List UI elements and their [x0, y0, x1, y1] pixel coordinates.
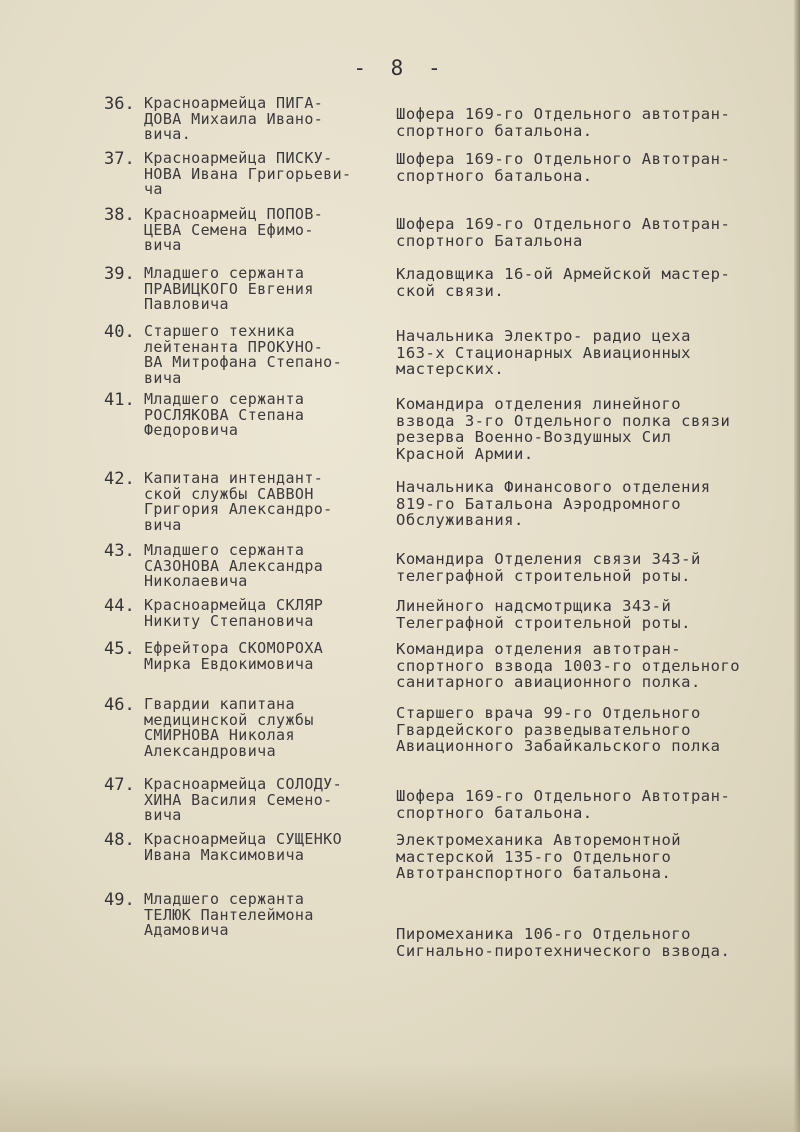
entry-name: Старшего техника лейтенанта ПРОКУНО- ВА Митрофана Степано- вича: [144, 322, 343, 387]
entry-number: 47.: [104, 775, 135, 795]
entry-post: Шофера 169-го Отдельного Автотран- спортного батальона.: [396, 150, 731, 185]
page-bottom-shade: [0, 1062, 800, 1132]
entry-number: 44.: [104, 596, 135, 616]
entry-name: Красноармейца СКЛЯР Никиту Степановича: [144, 596, 324, 630]
entry-name: Младшего сержанта САЗОНОВА Александра Николаевича: [144, 541, 324, 590]
entry-post: Электромеханика Авторемонтной мастерской 135-го Отдельного Автотранспортного батальона.: [396, 831, 682, 882]
entry-number: 36.: [104, 94, 135, 114]
entry-name: Капитана интендант- ской службы САВВОН Григория Александро- вича: [144, 469, 333, 534]
entry-name: Красноармейц ПОПОВ- ЦЕВА Семена Ефимо- вича: [144, 205, 324, 254]
entry-name: Гвардии капитана медицинской службы СМИРНОВА Николая Александровича: [144, 695, 314, 760]
entry-post: Командира отделения линейного взвода 3-го Отдельного полка связи резерва Военно-Воздушных Сил Красной Армии.: [396, 395, 731, 463]
entry-number: 41.: [104, 390, 135, 410]
entry-number: 49.: [104, 890, 135, 910]
entry-post: Шофера 169-го Отдельного Автотран- спортного Батальона: [396, 215, 731, 250]
entry-number: 46.: [104, 695, 135, 715]
entry-post: Начальника Финансового отделения 819-го Батальона Аэродромного Обслуживания.: [396, 478, 711, 529]
entry-number: 38.: [104, 205, 135, 225]
entry-number: 37.: [104, 149, 135, 169]
entry-number: 40.: [104, 322, 135, 342]
entry-post: Старшего врача 99-го Отдельного Гвардейского разведывательного Авиационного Забайкальского полка: [396, 704, 721, 755]
page-number: - 8 -: [353, 56, 447, 80]
entry-post: Командира отделения автотран- спортного взвода 1003-го отдельного санитарного авиационного полка.: [396, 640, 741, 691]
entry-name: Красноармейца СОЛОДУ- ХИНА Василия Семено- вича: [144, 775, 343, 824]
entry-name: Младшего сержанта РОСЛЯКОВА Степана Федоровича: [144, 390, 305, 439]
entry-name: Ефрейтора СКОМОРОХА Мирка Евдокимовича: [144, 639, 324, 673]
entry-number: 48.: [104, 830, 135, 850]
entry-name: Младшего сержанта ТЕЛЮК Пантелеймона Адамовича: [144, 890, 314, 939]
entry-post: Шофера 169-го Отдельного автотран- спортного батальона.: [396, 105, 731, 140]
entry-post: Линейного надсмотрщика 343-й Телеграфной строительной роты.: [396, 597, 691, 632]
entry-number: 42.: [104, 469, 135, 489]
page-edge-shadow: [794, 0, 800, 1132]
entry-post: Начальника Электро- радио цеха 163-х Стационарных Авиационных мастерских.: [396, 327, 691, 378]
entry-post: Кладовщика 16-ой Армейской мастер- ской связи.: [396, 265, 731, 300]
entry-post: Шофера 169-го Отдельного Автотран- спортного батальона.: [396, 787, 731, 822]
entry-name: Младшего сержанта ПРАВИЦКОГО Евгения Павловича: [144, 264, 314, 313]
entry-post: Пиромеханика 106-го Отдельного Сигнально-пиротехнического взвода.: [396, 925, 731, 960]
entry-number: 45.: [104, 639, 135, 659]
entry-name: Красноармейца СУЩЕНКО Ивана Максимовича: [144, 830, 343, 864]
entry-number: 39.: [104, 264, 135, 284]
entry-name: Красноармейца ПИСКУ- НОВА Ивана Григорьеви- ча: [144, 149, 352, 198]
entry-number: 43.: [104, 541, 135, 561]
entry-name: Красноармейца ПИГА- ДОВА Михаила Ивано- вича.: [144, 94, 324, 143]
entry-post: Командира Отделения связи 343-й телеграфной строительной роты.: [396, 550, 701, 585]
